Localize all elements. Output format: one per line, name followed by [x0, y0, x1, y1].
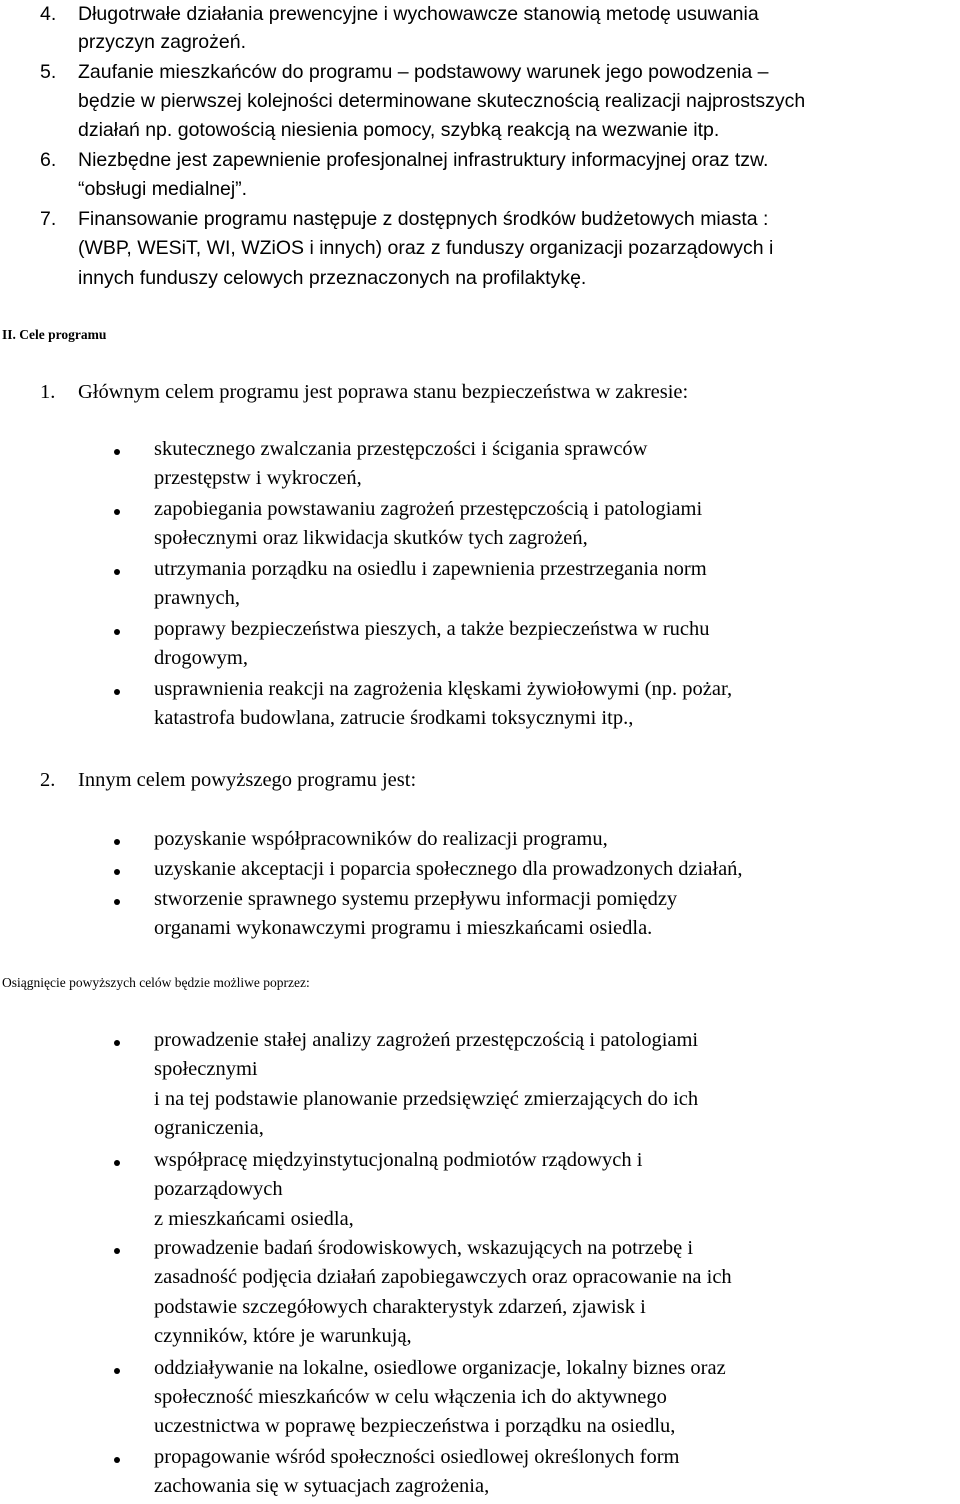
bullet-icon [114, 869, 120, 875]
bullet-item-line: społecznymi oraz likwidacja skutków tych zagrożeń, [154, 527, 588, 549]
bullet-icon [114, 1040, 120, 1046]
bullet-item-line: uczestnictwa w poprawę bezpieczeństwa i porządku na osiedlu, [154, 1415, 676, 1437]
bullet-item-line: zachowania się w sytuacjach zagrożenia, [154, 1475, 490, 1497]
goal-number: 2. [40, 769, 56, 791]
list-item-line: innych funduszy celowych przeznaczonych na profilaktykę. [78, 267, 587, 289]
bullet-item-line: oddziaływanie na lokalne, osiedlowe organizacje, lokalny biznes oraz [154, 1357, 726, 1379]
list-item-line: Długotrwałe działania prewencyjne i wychowawcze stanowią metodę usuwania [78, 3, 759, 25]
bullet-item-line: prowadzenie badań środowiskowych, wskazujących na potrzebę i [154, 1237, 694, 1259]
bullet-icon [114, 569, 120, 575]
bullet-item-line: zasadność podjęcia działań zapobiegawczych oraz opracowanie na ich [154, 1266, 732, 1288]
list-item-line: działań np. gotowością niesienia pomocy, szybką reakcją na wezwanie itp. [78, 119, 720, 141]
bullet-item-line: propagowanie wśród społeczności osiedlowej określonych form [154, 1446, 680, 1468]
list-item-line: przyczyn zagrożeń. [78, 31, 246, 53]
list-item-line: Finansowanie programu następuje z dostępnych środków budżetowych miasta : [78, 208, 769, 230]
bullet-item-line: usprawnienia reakcji na zagrożenia klęskami żywiołowymi (np. pożar, [154, 678, 733, 700]
bullet-item-line: prawnych, [154, 587, 240, 609]
bullet-item-line: stworzenie sprawnego systemu przepływu informacji pomiędzy [154, 888, 678, 910]
list-item-line: Niezbędne jest zapewnienie profesjonalnej infrastruktury informacyjnej oraz tzw. [78, 149, 769, 171]
bullet-item-line: utrzymania porządku na osiedlu i zapewnienia przestrzegania norm [154, 558, 707, 580]
bullet-icon [114, 1248, 120, 1254]
bullet-icon [114, 1457, 120, 1463]
bullet-item-line: przestępstw i wykroczeń, [154, 467, 362, 489]
section-heading: II. Cele programu [2, 327, 107, 342]
goal-number: 1. [40, 381, 56, 403]
list-item-line: “obsługi medialnej”. [78, 178, 248, 200]
bullet-item-line: zapobiegania powstawaniu zagrożeń przestępczością i patologiami [154, 498, 703, 520]
bullet-item-line: pozyskanie współpracowników do realizacji programu, [154, 828, 608, 850]
bullet-item-line: pozarządowych [154, 1178, 283, 1200]
bullet-item-line: skutecznego zwalczania przestępczości i ścigania sprawców [154, 438, 648, 460]
bullet-item-line: katastrofa budowlana, zatrucie środkami toksycznymi itp., [154, 707, 634, 729]
bullet-item-line: ograniczenia, [154, 1117, 264, 1139]
list-item-line: Zaufanie mieszkańców do programu – podstawowy warunek jego powodzenia – [78, 61, 769, 83]
list-number: 4. [40, 3, 57, 25]
bullet-icon [114, 839, 120, 845]
bullet-item-line: drogowym, [154, 647, 248, 669]
bullet-item-line: współpracę międzyinstytucjonalną podmiotów rządowych i [154, 1149, 643, 1171]
list-number: 5. [40, 61, 57, 83]
bullet-icon [114, 1160, 120, 1166]
bullet-item-line: czynników, które je warunkują, [154, 1325, 412, 1347]
bullet-icon [114, 1368, 120, 1374]
bullet-item-line: organami wykonawczymi programu i mieszkańcami osiedla. [154, 917, 653, 939]
bullet-item-line: prowadzenie stałej analizy zagrożeń przestępczością i patologiami [154, 1029, 699, 1051]
bullet-item-line: i na tej podstawie planowanie przedsięwzięć zmierzających do ich [154, 1088, 699, 1110]
bullet-item-line: z mieszkańcami osiedla, [154, 1208, 354, 1230]
bullet-icon [114, 629, 120, 635]
bullet-item-line: poprawy bezpieczeństwa pieszych, a także bezpieczeństwa w ruchu [154, 618, 710, 640]
bullet-item-line: podstawie szczegółowych charakterystyk zdarzeń, zjawisk i [154, 1296, 646, 1318]
bullet-item-line: uzyskanie akceptacji i poparcia społecznego dla prowadzonych działań, [154, 858, 743, 880]
list-number: 6. [40, 149, 57, 171]
bullet-item-line: społeczność mieszkańców w celu włączenia ich do aktywnego [154, 1386, 667, 1408]
goal-text: Głównym celem programu jest poprawa stanu bezpieczeństwa w zakresie: [78, 381, 689, 403]
bullet-icon [114, 899, 120, 905]
goal-text: Innym celem powyższego programu jest: [78, 769, 417, 791]
means-intro: Osiągnięcie powyższych celów będzie możliwe poprzez: [2, 975, 310, 990]
list-item-line: będzie w pierwszej kolejności determinowane skutecznością realizacji najprostszych [78, 90, 806, 112]
bullet-icon [114, 449, 120, 455]
bullet-item-line: społecznymi [154, 1058, 258, 1080]
bullet-icon [114, 509, 120, 515]
list-item-line: (WBP, WESiT, WI, WZiOS i innych) oraz z funduszy organizacji pozarządowych i [78, 237, 774, 259]
bullet-icon [114, 689, 120, 695]
list-number: 7. [40, 208, 57, 230]
